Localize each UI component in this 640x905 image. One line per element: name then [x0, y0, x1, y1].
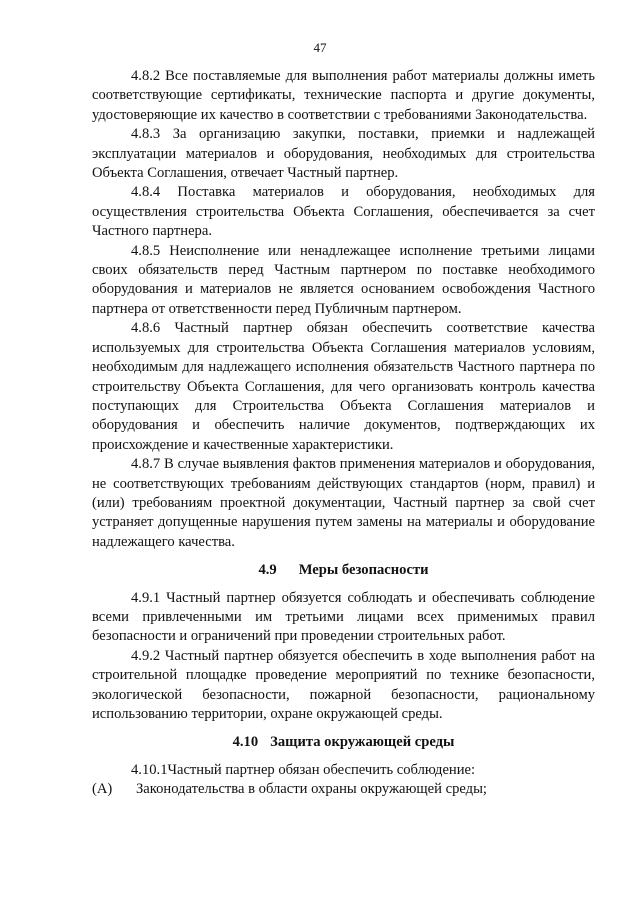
clause-paragraph: [92, 67, 595, 125]
list-marker: (A): [92, 781, 113, 798]
clause-text: За организацию закупки, поставки, приемки и надлежащей эксплуатации материалов и оборудования, необходимых для строительства Объекта Соглашения, отвечает Частный партнер.: [92, 126, 595, 182]
section-heading-4-10: [92, 733, 595, 752]
clause-text: Частный партнер обязуется обеспечить в ходе выполнения работ на строительной площадке проведение мероприятий по технике безопасности, экологической безопасности, пожарной безопасности, рациональному использованию территории, охране окружающей среды.: [92, 647, 595, 722]
clause-number: 4.8.4: [131, 184, 161, 201]
clause-text: Частный партнер обязуется соблюдать и обеспечивать соблюдение всеми привлеченными им третьими лицами всех применимых правил безопасности и ограничений при проведении строительных работ.: [92, 589, 595, 645]
document-body: [92, 67, 595, 800]
clause-text: Частный партнер обязан обеспечить соблюдение:: [167, 761, 476, 778]
clause-text: Неисполнение или ненадлежащее исполнение третьими лицами своих обязательств перед Частным партнером по поставке необходимого оборудования и материалов не является основанием освобождения Частного партнера от ответственности перед Публичным партнером.: [92, 242, 595, 317]
requirements-list: [92, 780, 595, 799]
clause-4-10-1: [92, 761, 595, 780]
clause-number: 4.8.5: [131, 242, 161, 259]
clause-number: 4.8.3: [131, 126, 161, 143]
section-4-9-paragraphs: [92, 589, 595, 725]
section-4-8-paragraphs: [92, 67, 595, 552]
clause-text: В случае выявления фактов применения материалов и оборудования, не соответствующих требованиям действующих стандартов (норм, правил) и (или) требованиям проектной документации, Частный партнер за свой счет устраняет допущенные нарушения путем замены на материалы и оборудование надлежащего качества.: [92, 456, 595, 550]
list-item-text: Законодательства в области охраны окружающей среды;: [136, 781, 487, 798]
clause-paragraph: [92, 242, 595, 320]
section-number: 4.9: [258, 562, 277, 579]
clause-number: 4.8.7: [131, 456, 161, 473]
section-heading-4-9: [92, 561, 595, 580]
clause-text: Частный партнер обязан обеспечить соответствие качества используемых для строительства Объекта Соглашения материалов условиям, необходимым для надлежащего исполнения обязательств Частного партнера по строительству Объекта Соглашения, для чего организовать контроль качества поступающих для Строительства Объекта Соглашения материалов и оборудования и обеспечить наличие документов, подтверждающих их происхождение и качественные характеристики.: [92, 320, 595, 453]
clause-paragraph: [92, 589, 595, 647]
clause-paragraph: [92, 319, 595, 455]
clause-number: 4.8.6: [131, 320, 161, 337]
clause-paragraph: [92, 455, 595, 552]
section-title: Защита окружающей среды: [270, 734, 455, 751]
clause-text: Поставка материалов и оборудования, необходимых для осуществления строительства Объекта Соглашения, обеспечивается за счет Частного партнера.: [92, 184, 596, 240]
clause-paragraph: [92, 125, 595, 183]
clause-paragraph: [92, 647, 595, 725]
list-item: [92, 780, 595, 799]
clause-number: 4.8.2: [131, 68, 161, 84]
section-number: 4.10: [232, 734, 259, 751]
section-title: Меры безопасности: [298, 562, 429, 579]
clause-number: 4.9.2: [131, 647, 161, 664]
clause-paragraph: [92, 183, 595, 241]
page-number: 47: [313, 40, 327, 55]
clause-number: 4.9.1: [131, 589, 161, 606]
clause-number: 4.10.1: [131, 761, 168, 778]
clause-text: Все поставляемые для выполнения работ материалы должны иметь соответствующие сертификаты, технические паспорта и другие документы, удостоверяющие их качество в соответствии с требованиями Законодательства.: [92, 68, 595, 123]
